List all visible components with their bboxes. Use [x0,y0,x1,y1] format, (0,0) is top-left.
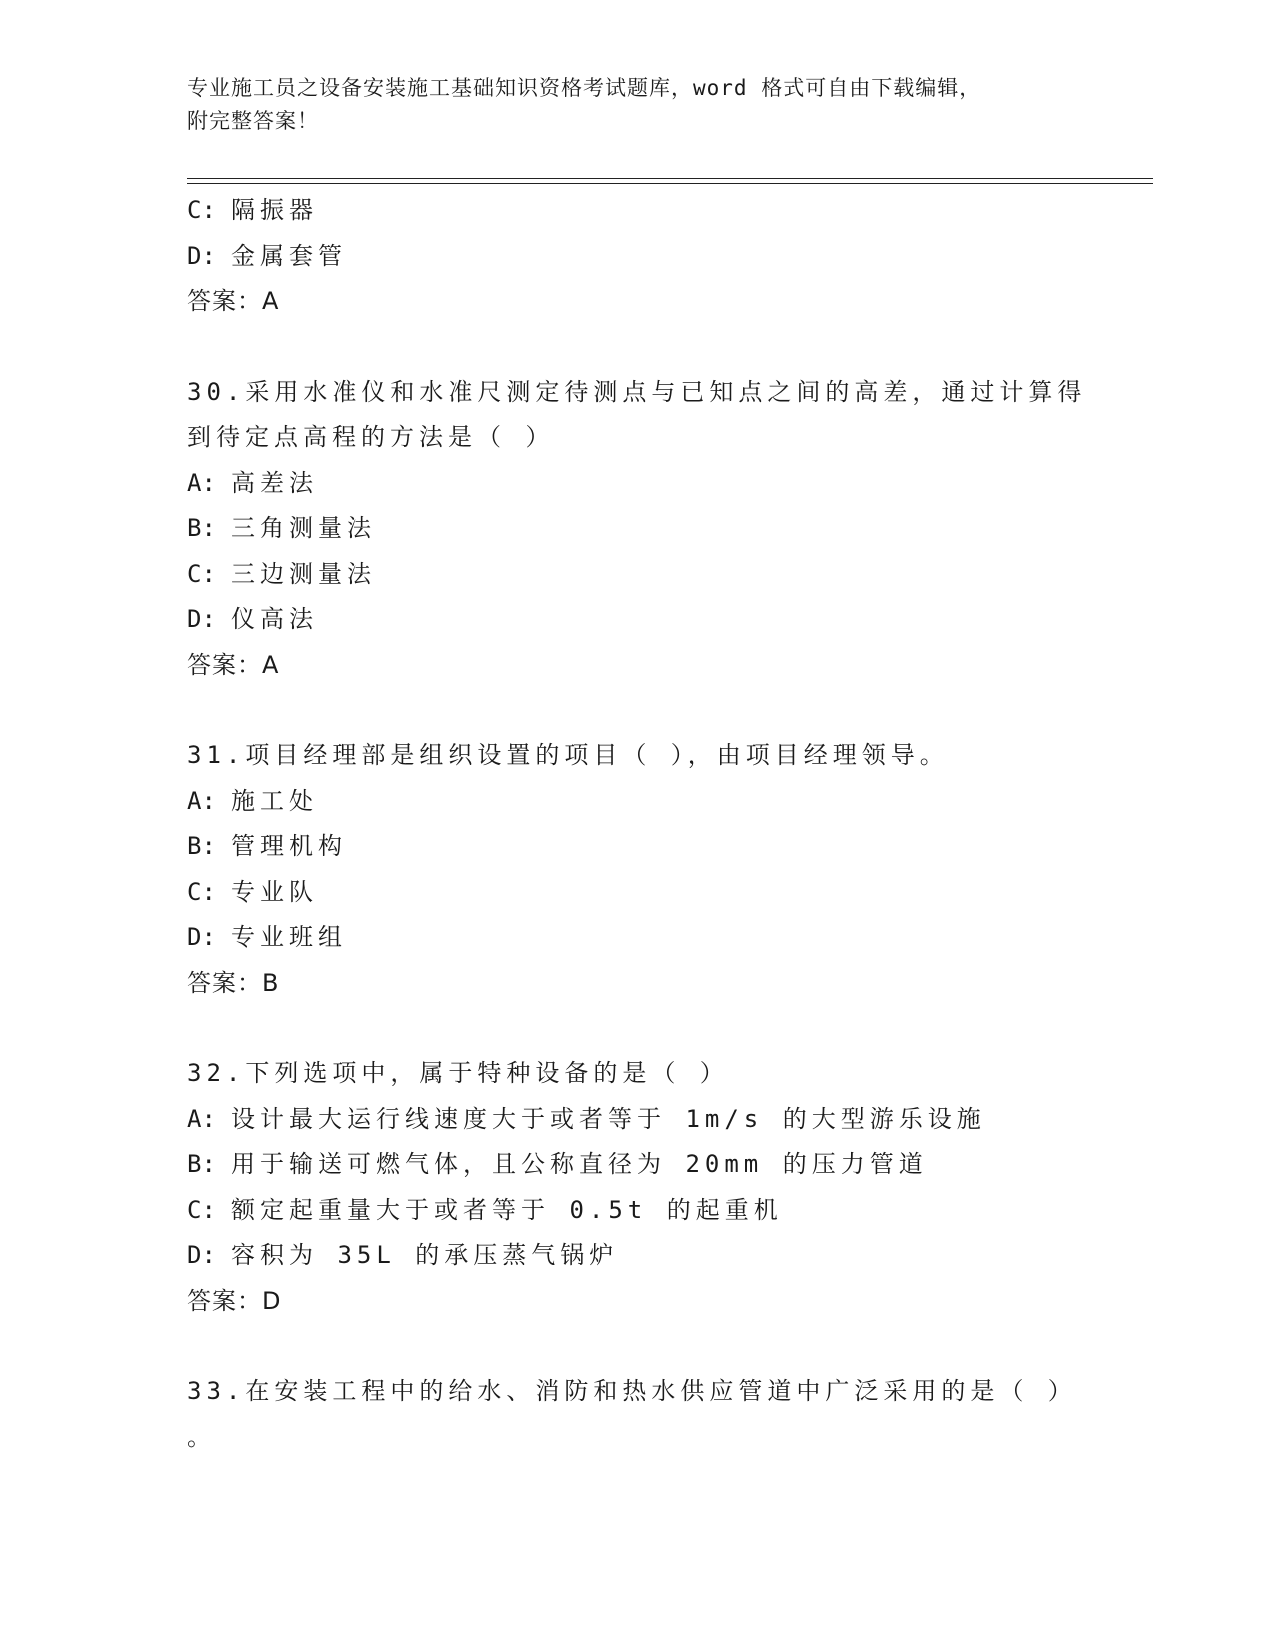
header-divider-bottom [187,183,1153,184]
question-stem: 31.项目经理部是组织设置的项目（ ），由项目经理领导。 [187,741,949,769]
option-letter: C: [187,877,216,906]
option-text: 三角测量法 [231,514,376,542]
option-text: 额定起重量大于或者等于 0.5t 的起重机 [231,1195,783,1224]
option-text: 三边测量法 [231,559,376,588]
question-stem: 32.下列选项中，属于特种设备的是（ ） [187,1059,729,1087]
option-text: 隔振器 [231,196,318,224]
option-text: 金属套管 [231,241,347,270]
option-d [187,915,1087,961]
option-c [187,870,1087,916]
option-letter: A: [187,786,216,815]
option-d [187,1233,1087,1279]
option-letter: C: [187,1195,216,1224]
header-line-1: 专业施工员之设备安装施工基础知识资格考试题库，word 格式可自由下载编辑， [187,76,982,100]
option-letter: D: [187,605,216,633]
option-text: 管理机构 [231,832,347,860]
option-b [187,506,1087,552]
option-text: 仪高法 [231,605,318,633]
question-list [187,188,1087,1460]
option-letter: A: [187,468,216,497]
option-text: 用于输送可燃气体，且公称直径为 20mm 的压力管道 [231,1150,928,1178]
question-stem-continued: 到待定点高程的方法是（ ） [187,423,555,451]
question-31 [187,733,1087,1006]
option-a [187,461,1087,507]
option-c [187,1188,1087,1234]
option-a [187,779,1087,825]
answer-line: 答案：B [187,968,280,997]
option-letter: C: [187,559,216,588]
answer-line: 答案：D [187,1286,282,1315]
option-text: 高差法 [231,468,318,497]
option-letter: B: [187,832,216,860]
answer-line: 答案：A [187,287,280,315]
option-letter: D: [187,1241,216,1269]
prev-question-block [187,188,1087,325]
option-c [187,188,1087,234]
option-b [187,1142,1087,1188]
option-d [187,597,1087,643]
option-d [187,234,1087,280]
question-32 [187,1051,1087,1324]
option-letter: B: [187,514,216,542]
option-text: 专业队 [231,877,318,906]
question-stem: 30.采用水准仪和水准尺测定待测点与已知点之间的高差，通过计算得 [187,377,1087,406]
header-line-2: 附完整答案！ [187,109,319,133]
option-text: 容积为 35L 的承压蒸气锅炉 [231,1241,619,1269]
question-stem-continued: 。 [187,1422,216,1451]
option-text: 设计最大运行线速度大于或者等于 1m/s 的大型游乐设施 [231,1104,986,1133]
option-a [187,1097,1087,1143]
option-b [187,824,1087,870]
option-letter: B: [187,1150,216,1178]
option-text: 施工处 [231,786,318,815]
option-text: 专业班组 [231,923,347,951]
header-divider-top [187,178,1153,179]
option-letter: A: [187,1104,216,1133]
answer-line: 答案：A [187,650,280,679]
document-header [187,72,1087,138]
option-c [187,552,1087,598]
question-30 [187,370,1087,689]
question-33 [187,1369,1087,1460]
option-letter: D: [187,241,216,270]
option-letter: C: [187,196,216,224]
question-stem: 33.在安装工程中的给水、消防和热水供应管道中广泛采用的是（ ） [187,1377,1077,1405]
option-letter: D: [187,923,216,951]
